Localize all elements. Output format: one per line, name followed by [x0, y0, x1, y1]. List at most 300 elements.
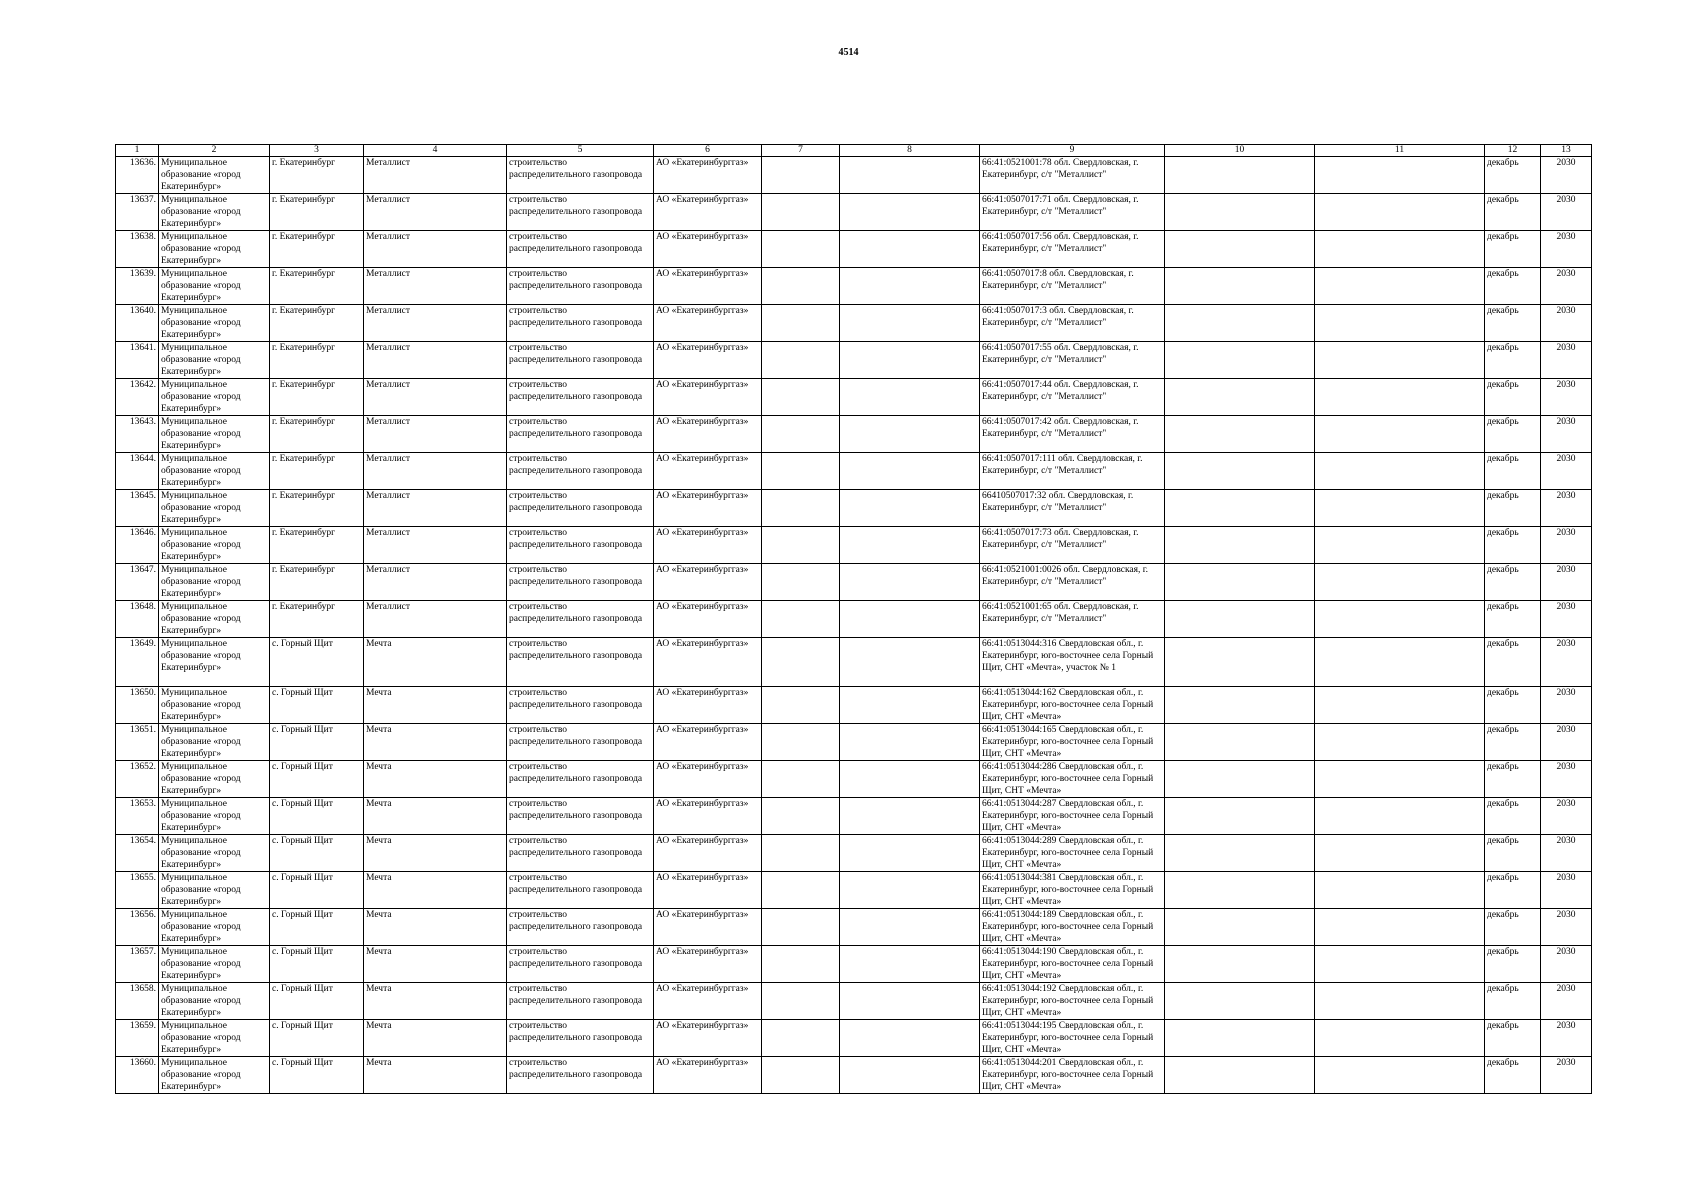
table-row	[116, 305, 1592, 342]
table-cell-col-5: строительство распределительного газопровода	[507, 268, 654, 305]
table-cell-col-5: строительство распределительного газопровода	[507, 909, 654, 946]
table-cell-col-8	[840, 835, 980, 872]
table-cell-col-3: г. Екатеринбург	[270, 379, 364, 416]
table-cell-col-9: 66:41:0513044:190 Свердловская обл., г. Екатеринбург, юго-восточнее села Горный Щит, СНТ «Мечта»	[980, 946, 1165, 983]
table-cell-col-6: АО «Екатеринбурггаз»	[654, 564, 762, 601]
table-cell-col-4: Металлист	[364, 157, 507, 194]
table-cell-col-5: строительство распределительного газопровода	[507, 946, 654, 983]
table-cell-col-11	[1315, 379, 1485, 416]
table-cell-col-12: декабрь	[1485, 416, 1541, 453]
table-cell-col-8	[840, 194, 980, 231]
table-cell-col-2: Муниципальное образование «город Екатеринбург»	[159, 453, 270, 490]
table-cell-col-6: АО «Екатеринбурггаз»	[654, 1020, 762, 1057]
table-cell-col-1: 13658.	[116, 983, 159, 1020]
table-cell-col-11	[1315, 983, 1485, 1020]
table-row	[116, 416, 1592, 453]
table-cell-col-8	[840, 231, 980, 268]
table-cell-col-1: 13644.	[116, 453, 159, 490]
table-cell-col-12: декабрь	[1485, 564, 1541, 601]
table-cell-col-10	[1165, 835, 1315, 872]
table-cell-col-10	[1165, 872, 1315, 909]
table-cell-col-13: 2030	[1541, 268, 1592, 305]
column-header-2: 2	[159, 145, 270, 157]
table-cell-col-4: Металлист	[364, 490, 507, 527]
table-cell-col-2: Муниципальное образование «город Екатеринбург»	[159, 638, 270, 687]
table-body	[116, 157, 1592, 1094]
table-cell-col-6: АО «Екатеринбурггаз»	[654, 305, 762, 342]
table-cell-col-8	[840, 638, 980, 687]
table-cell-col-3: с. Горный Щит	[270, 983, 364, 1020]
table-cell-col-4: Мечта	[364, 798, 507, 835]
table-cell-col-11	[1315, 909, 1485, 946]
page-number: 4514	[838, 47, 859, 58]
table-cell-col-9: 66:41:0507017:44 обл. Свердловская, г. Екатеринбург, с/т "Металлист"	[980, 379, 1165, 416]
table-cell-col-9: 66:41:0513044:289 Свердловская обл., г. Екатеринбург, юго-восточнее села Горный Щит, СНТ «Мечта»	[980, 835, 1165, 872]
table-cell-col-9: 66:41:0513044:195 Свердловская обл., г. Екатеринбург, юго-восточнее села Горный Щит, СНТ «Мечта»	[980, 1020, 1165, 1057]
table-cell-col-9: 66:41:0507017:55 обл. Свердловская, г. Екатеринбург, с/т "Металлист"	[980, 342, 1165, 379]
table-cell-col-8	[840, 601, 980, 638]
table-cell-col-6: АО «Екатеринбурггаз»	[654, 872, 762, 909]
table-cell-col-6: АО «Екатеринбурггаз»	[654, 231, 762, 268]
table-cell-col-13: 2030	[1541, 761, 1592, 798]
table-cell-col-6: АО «Екатеринбурггаз»	[654, 983, 762, 1020]
table-cell-col-2: Муниципальное образование «город Екатеринбург»	[159, 305, 270, 342]
table-cell-col-5: строительство распределительного газопровода	[507, 761, 654, 798]
table-cell-col-3: г. Екатеринбург	[270, 194, 364, 231]
table-cell-col-13: 2030	[1541, 638, 1592, 687]
table-row	[116, 453, 1592, 490]
table-cell-col-9: 66:41:0513044:201 Свердловская обл., г. Екатеринбург, юго-восточнее села Горный Щит, СНТ «Мечта»	[980, 1057, 1165, 1094]
table-cell-col-1: 13647.	[116, 564, 159, 601]
table-cell-col-2: Муниципальное образование «город Екатеринбург»	[159, 379, 270, 416]
table-cell-col-5: строительство распределительного газопровода	[507, 453, 654, 490]
table-cell-col-1: 13660.	[116, 1057, 159, 1094]
table-cell-col-12: декабрь	[1485, 268, 1541, 305]
table-cell-col-7	[762, 416, 840, 453]
table-cell-col-10	[1165, 946, 1315, 983]
table-row	[116, 194, 1592, 231]
table-cell-col-2: Муниципальное образование «город Екатеринбург»	[159, 601, 270, 638]
table-cell-col-3: г. Екатеринбург	[270, 453, 364, 490]
table-cell-col-12: декабрь	[1485, 798, 1541, 835]
table-cell-col-5: строительство распределительного газопровода	[507, 601, 654, 638]
table-cell-col-10	[1165, 564, 1315, 601]
table-cell-col-5: строительство распределительного газопровода	[507, 564, 654, 601]
table-cell-col-11	[1315, 490, 1485, 527]
table-cell-col-3: г. Екатеринбург	[270, 342, 364, 379]
column-header-8: 8	[840, 145, 980, 157]
table-cell-col-13: 2030	[1541, 342, 1592, 379]
table-row	[116, 379, 1592, 416]
table-row	[116, 835, 1592, 872]
table-cell-col-13: 2030	[1541, 946, 1592, 983]
table-cell-col-11	[1315, 527, 1485, 564]
table-cell-col-6: АО «Екатеринбурггаз»	[654, 946, 762, 983]
table-cell-col-11	[1315, 194, 1485, 231]
table-cell-col-13: 2030	[1541, 1020, 1592, 1057]
table-cell-col-12: декабрь	[1485, 687, 1541, 724]
table-cell-col-12: декабрь	[1485, 194, 1541, 231]
table-cell-col-2: Муниципальное образование «город Екатеринбург»	[159, 835, 270, 872]
table-cell-col-10	[1165, 1057, 1315, 1094]
table-cell-col-4: Мечта	[364, 835, 507, 872]
table-cell-col-9: 66410507017:32 обл. Свердловская, г. Екатеринбург, с/т "Металлист"	[980, 490, 1165, 527]
table-cell-col-2: Муниципальное образование «город Екатеринбург»	[159, 564, 270, 601]
table-cell-col-5: строительство распределительного газопровода	[507, 1057, 654, 1094]
table-cell-col-5: строительство распределительного газопровода	[507, 687, 654, 724]
table-cell-col-2: Муниципальное образование «город Екатеринбург»	[159, 194, 270, 231]
table-cell-col-7	[762, 157, 840, 194]
table-cell-col-11	[1315, 946, 1485, 983]
table-row	[116, 157, 1592, 194]
table-row	[116, 268, 1592, 305]
table-cell-col-6: АО «Екатеринбурггаз»	[654, 761, 762, 798]
table-cell-col-10	[1165, 1020, 1315, 1057]
table-cell-col-13: 2030	[1541, 305, 1592, 342]
table-cell-col-4: Мечта	[364, 1057, 507, 1094]
table-cell-col-7	[762, 453, 840, 490]
table-cell-col-12: декабрь	[1485, 527, 1541, 564]
table-cell-col-4: Мечта	[364, 638, 507, 687]
table-cell-col-3: с. Горный Щит	[270, 872, 364, 909]
table-cell-col-8	[840, 268, 980, 305]
table-cell-col-2: Муниципальное образование «город Екатеринбург»	[159, 342, 270, 379]
table-cell-col-4: Металлист	[364, 527, 507, 564]
table-cell-col-4: Мечта	[364, 761, 507, 798]
table-cell-col-12: декабрь	[1485, 872, 1541, 909]
table-cell-col-9: 66:41:0513044:192 Свердловская обл., г. Екатеринбург, юго-восточнее села Горный Щит, СНТ «Мечта»	[980, 983, 1165, 1020]
table-cell-col-7	[762, 872, 840, 909]
table-cell-col-11	[1315, 798, 1485, 835]
table-cell-col-6: АО «Екатеринбурггаз»	[654, 798, 762, 835]
table-cell-col-6: АО «Екатеринбурггаз»	[654, 379, 762, 416]
table-cell-col-2: Муниципальное образование «город Екатеринбург»	[159, 490, 270, 527]
table-row	[116, 687, 1592, 724]
table-cell-col-10	[1165, 379, 1315, 416]
table-cell-col-10	[1165, 490, 1315, 527]
table-cell-col-2: Муниципальное образование «город Екатеринбург»	[159, 1020, 270, 1057]
table-cell-col-11	[1315, 305, 1485, 342]
table-row	[116, 601, 1592, 638]
table-row	[116, 1057, 1592, 1094]
table-cell-col-12: декабрь	[1485, 983, 1541, 1020]
table-cell-col-8	[840, 724, 980, 761]
table-cell-col-3: г. Екатеринбург	[270, 231, 364, 268]
table-cell-col-4: Мечта	[364, 1020, 507, 1057]
table-cell-col-12: декабрь	[1485, 231, 1541, 268]
table-cell-col-7	[762, 231, 840, 268]
table-cell-col-6: АО «Екатеринбурггаз»	[654, 194, 762, 231]
table-cell-col-1: 13652.	[116, 761, 159, 798]
table-cell-col-12: декабрь	[1485, 453, 1541, 490]
table-cell-col-1: 13645.	[116, 490, 159, 527]
table-cell-col-1: 13643.	[116, 416, 159, 453]
table-cell-col-3: с. Горный Щит	[270, 761, 364, 798]
table-cell-col-3: с. Горный Щит	[270, 798, 364, 835]
column-header-7: 7	[762, 145, 840, 157]
table-cell-col-9: 66:41:0521001:78 обл. Свердловская, г. Екатеринбург, с/т "Металлист"	[980, 157, 1165, 194]
table-cell-col-4: Мечта	[364, 946, 507, 983]
column-header-1: 1	[116, 145, 159, 157]
table-cell-col-11	[1315, 564, 1485, 601]
table-cell-col-13: 2030	[1541, 564, 1592, 601]
table-cell-col-6: АО «Екатеринбурггаз»	[654, 490, 762, 527]
table-cell-col-7	[762, 268, 840, 305]
table-row	[116, 724, 1592, 761]
table-cell-col-12: декабрь	[1485, 379, 1541, 416]
table-cell-col-7	[762, 687, 840, 724]
table-cell-col-10	[1165, 983, 1315, 1020]
table-cell-col-7	[762, 835, 840, 872]
table-cell-col-7	[762, 761, 840, 798]
column-header-13: 13	[1541, 145, 1592, 157]
table-cell-col-12: декабрь	[1485, 946, 1541, 983]
table-cell-col-3: г. Екатеринбург	[270, 157, 364, 194]
table-cell-col-4: Мечта	[364, 909, 507, 946]
table-cell-col-1: 13638.	[116, 231, 159, 268]
table-cell-col-1: 13656.	[116, 909, 159, 946]
table-cell-col-4: Металлист	[364, 342, 507, 379]
table-cell-col-3: с. Горный Щит	[270, 1020, 364, 1057]
table-cell-col-2: Муниципальное образование «город Екатеринбург»	[159, 687, 270, 724]
table-cell-col-10	[1165, 724, 1315, 761]
table-cell-col-1: 13641.	[116, 342, 159, 379]
table-cell-col-7	[762, 527, 840, 564]
table-cell-col-13: 2030	[1541, 835, 1592, 872]
table-cell-col-7	[762, 724, 840, 761]
table-cell-col-12: декабрь	[1485, 724, 1541, 761]
table-cell-col-4: Металлист	[364, 564, 507, 601]
table-cell-col-8	[840, 687, 980, 724]
table-cell-col-13: 2030	[1541, 909, 1592, 946]
table-cell-col-6: АО «Екатеринбурггаз»	[654, 416, 762, 453]
table-cell-col-5: строительство распределительного газопровода	[507, 305, 654, 342]
table-cell-col-8	[840, 490, 980, 527]
table-cell-col-5: строительство распределительного газопровода	[507, 342, 654, 379]
table-cell-col-4: Мечта	[364, 724, 507, 761]
table-cell-col-6: АО «Екатеринбурггаз»	[654, 724, 762, 761]
table-cell-col-12: декабрь	[1485, 909, 1541, 946]
table-cell-col-3: с. Горный Щит	[270, 946, 364, 983]
table-cell-col-1: 13636.	[116, 157, 159, 194]
table-cell-col-4: Мечта	[364, 983, 507, 1020]
table-cell-col-7	[762, 798, 840, 835]
table-cell-col-3: с. Горный Щит	[270, 1057, 364, 1094]
table-cell-col-3: с. Горный Щит	[270, 909, 364, 946]
table-cell-col-2: Муниципальное образование «город Екатеринбург»	[159, 909, 270, 946]
table-row	[116, 909, 1592, 946]
table-cell-col-8	[840, 564, 980, 601]
table-cell-col-4: Металлист	[364, 416, 507, 453]
table-cell-col-3: г. Екатеринбург	[270, 416, 364, 453]
table-cell-col-10	[1165, 638, 1315, 687]
table-cell-col-1: 13659.	[116, 1020, 159, 1057]
table-cell-col-7	[762, 909, 840, 946]
table-cell-col-12: декабрь	[1485, 1020, 1541, 1057]
table-cell-col-4: Мечта	[364, 687, 507, 724]
table-cell-col-9: 66:41:0507017:42 обл. Свердловская, г. Екатеринбург, с/т "Металлист"	[980, 416, 1165, 453]
column-header-12: 12	[1485, 145, 1541, 157]
table-cell-col-11	[1315, 761, 1485, 798]
table-cell-col-8	[840, 983, 980, 1020]
table-cell-col-11	[1315, 872, 1485, 909]
table-cell-col-10	[1165, 527, 1315, 564]
table-cell-col-12: декабрь	[1485, 157, 1541, 194]
table-cell-col-6: АО «Екатеринбурггаз»	[654, 157, 762, 194]
table-cell-col-12: декабрь	[1485, 638, 1541, 687]
table-cell-col-5: строительство распределительного газопровода	[507, 638, 654, 687]
table-cell-col-6: АО «Екатеринбурггаз»	[654, 687, 762, 724]
table-cell-col-7	[762, 601, 840, 638]
table-cell-col-5: строительство распределительного газопровода	[507, 490, 654, 527]
table-cell-col-9: 66:41:0513044:165 Свердловская обл., г. Екатеринбург, юго-восточнее села Горный Щит, СНТ «Мечта»	[980, 724, 1165, 761]
table-cell-col-12: декабрь	[1485, 835, 1541, 872]
table-cell-col-1: 13639.	[116, 268, 159, 305]
table-cell-col-10	[1165, 231, 1315, 268]
table-cell-col-13: 2030	[1541, 194, 1592, 231]
table-row	[116, 872, 1592, 909]
table-cell-col-6: АО «Екатеринбурггаз»	[654, 342, 762, 379]
table-cell-col-1: 13648.	[116, 601, 159, 638]
table-cell-col-12: декабрь	[1485, 305, 1541, 342]
table-row	[116, 1020, 1592, 1057]
table-cell-col-1: 13655.	[116, 872, 159, 909]
table-cell-col-11	[1315, 601, 1485, 638]
table-cell-col-13: 2030	[1541, 798, 1592, 835]
table-cell-col-2: Муниципальное образование «город Екатеринбург»	[159, 1057, 270, 1094]
table-cell-col-9: 66:41:0521001:65 обл. Свердловская, г. Екатеринбург, с/т "Металлист"	[980, 601, 1165, 638]
table-cell-col-2: Муниципальное образование «город Екатеринбург»	[159, 946, 270, 983]
table-cell-col-9: 66:41:0513044:189 Свердловская обл., г. Екатеринбург, юго-восточнее села Горный Щит, СНТ «Мечта»	[980, 909, 1165, 946]
table-cell-col-13: 2030	[1541, 157, 1592, 194]
table-cell-col-10	[1165, 416, 1315, 453]
table-cell-col-3: г. Екатеринбург	[270, 268, 364, 305]
table-cell-col-9: 66:41:0521001:0026 обл. Свердловская, г. Екатеринбург, с/т "Металлист"	[980, 564, 1165, 601]
table-cell-col-10	[1165, 194, 1315, 231]
column-header-4: 4	[364, 145, 507, 157]
table-cell-col-6: АО «Екатеринбурггаз»	[654, 527, 762, 564]
table-cell-col-8	[840, 342, 980, 379]
table-cell-col-9: 66:41:0507017:3 обл. Свердловская, г. Екатеринбург, с/т "Металлист"	[980, 305, 1165, 342]
table-cell-col-1: 13642.	[116, 379, 159, 416]
table-cell-col-3: г. Екатеринбург	[270, 564, 364, 601]
column-header-6: 6	[654, 145, 762, 157]
table-cell-col-10	[1165, 305, 1315, 342]
table-cell-col-7	[762, 638, 840, 687]
table-cell-col-9: 66:41:0507017:73 обл. Свердловская, г. Екатеринбург, с/т "Металлист"	[980, 527, 1165, 564]
table-cell-col-11	[1315, 638, 1485, 687]
table-cell-col-6: АО «Екатеринбурггаз»	[654, 1057, 762, 1094]
table-cell-col-9: 66:41:0513044:381 Свердловская обл., г. Екатеринбург, юго-восточнее села Горный Щит, СНТ «Мечта»	[980, 872, 1165, 909]
table-header	[116, 145, 1592, 157]
table-cell-col-5: строительство распределительного газопровода	[507, 157, 654, 194]
table-cell-col-8	[840, 527, 980, 564]
header-row	[116, 145, 1592, 157]
table-cell-col-7	[762, 379, 840, 416]
table-cell-col-13: 2030	[1541, 453, 1592, 490]
table-cell-col-7	[762, 946, 840, 983]
table-cell-col-9: 66:41:0507017:56 обл. Свердловская, г. Екатеринбург, с/т "Металлист"	[980, 231, 1165, 268]
table-cell-col-7	[762, 983, 840, 1020]
table-cell-col-13: 2030	[1541, 1057, 1592, 1094]
table-cell-col-4: Металлист	[364, 453, 507, 490]
table-cell-col-12: декабрь	[1485, 490, 1541, 527]
table-cell-col-13: 2030	[1541, 490, 1592, 527]
table-row	[116, 983, 1592, 1020]
table-cell-col-5: строительство распределительного газопровода	[507, 416, 654, 453]
table-cell-col-4: Металлист	[364, 268, 507, 305]
table-row	[116, 798, 1592, 835]
table-cell-col-2: Муниципальное образование «город Екатеринбург»	[159, 724, 270, 761]
table-cell-col-1: 13646.	[116, 527, 159, 564]
table-cell-col-13: 2030	[1541, 379, 1592, 416]
table-cell-col-1: 13650.	[116, 687, 159, 724]
table-cell-col-5: строительство распределительного газопровода	[507, 798, 654, 835]
table-cell-col-13: 2030	[1541, 231, 1592, 268]
table-cell-col-2: Муниципальное образование «город Екатеринбург»	[159, 416, 270, 453]
table-cell-col-7	[762, 305, 840, 342]
table-cell-col-11	[1315, 453, 1485, 490]
table-cell-col-2: Муниципальное образование «город Екатеринбург»	[159, 527, 270, 564]
table-cell-col-13: 2030	[1541, 687, 1592, 724]
table-row	[116, 527, 1592, 564]
table-cell-col-5: строительство распределительного газопровода	[507, 527, 654, 564]
table-cell-col-10	[1165, 601, 1315, 638]
table-cell-col-7	[762, 342, 840, 379]
table-cell-col-4: Металлист	[364, 194, 507, 231]
table-cell-col-8	[840, 416, 980, 453]
table-cell-col-8	[840, 1020, 980, 1057]
column-header-5: 5	[507, 145, 654, 157]
table-cell-col-5: строительство распределительного газопровода	[507, 379, 654, 416]
table-row	[116, 761, 1592, 798]
table-cell-col-5: строительство распределительного газопровода	[507, 872, 654, 909]
table-cell-col-3: г. Екатеринбург	[270, 305, 364, 342]
table-cell-col-9: 66:41:0513044:162 Свердловская обл., г. Екатеринбург, юго-восточнее села Горный Щит, СНТ «Мечта»	[980, 687, 1165, 724]
table-cell-col-8	[840, 453, 980, 490]
table-cell-col-8	[840, 798, 980, 835]
table-cell-col-6: АО «Екатеринбурггаз»	[654, 835, 762, 872]
table-cell-col-11	[1315, 416, 1485, 453]
table-cell-col-2: Муниципальное образование «город Екатеринбург»	[159, 268, 270, 305]
table-cell-col-11	[1315, 724, 1485, 761]
table-cell-col-11	[1315, 687, 1485, 724]
table-cell-col-8	[840, 379, 980, 416]
table-cell-col-1: 13640.	[116, 305, 159, 342]
column-header-9: 9	[980, 145, 1165, 157]
table-cell-col-13: 2030	[1541, 983, 1592, 1020]
table-cell-col-3: с. Горный Щит	[270, 835, 364, 872]
table-cell-col-11	[1315, 231, 1485, 268]
table-cell-col-11	[1315, 835, 1485, 872]
table-cell-col-13: 2030	[1541, 724, 1592, 761]
table-row	[116, 342, 1592, 379]
table-cell-col-13: 2030	[1541, 416, 1592, 453]
table-cell-col-4: Металлист	[364, 231, 507, 268]
table-cell-col-12: декабрь	[1485, 1057, 1541, 1094]
table-cell-col-9: 66:41:0507017:71 обл. Свердловская, г. Екатеринбург, с/т "Металлист"	[980, 194, 1165, 231]
table-cell-col-3: с. Горный Щит	[270, 687, 364, 724]
table-cell-col-4: Металлист	[364, 601, 507, 638]
table-cell-col-4: Мечта	[364, 872, 507, 909]
column-header-10: 10	[1165, 145, 1315, 157]
table-cell-col-7	[762, 564, 840, 601]
table-cell-col-3: г. Екатеринбург	[270, 490, 364, 527]
table-cell-col-2: Муниципальное образование «город Екатеринбург»	[159, 872, 270, 909]
table-row	[116, 490, 1592, 527]
table-cell-col-8	[840, 761, 980, 798]
table-cell-col-10	[1165, 453, 1315, 490]
